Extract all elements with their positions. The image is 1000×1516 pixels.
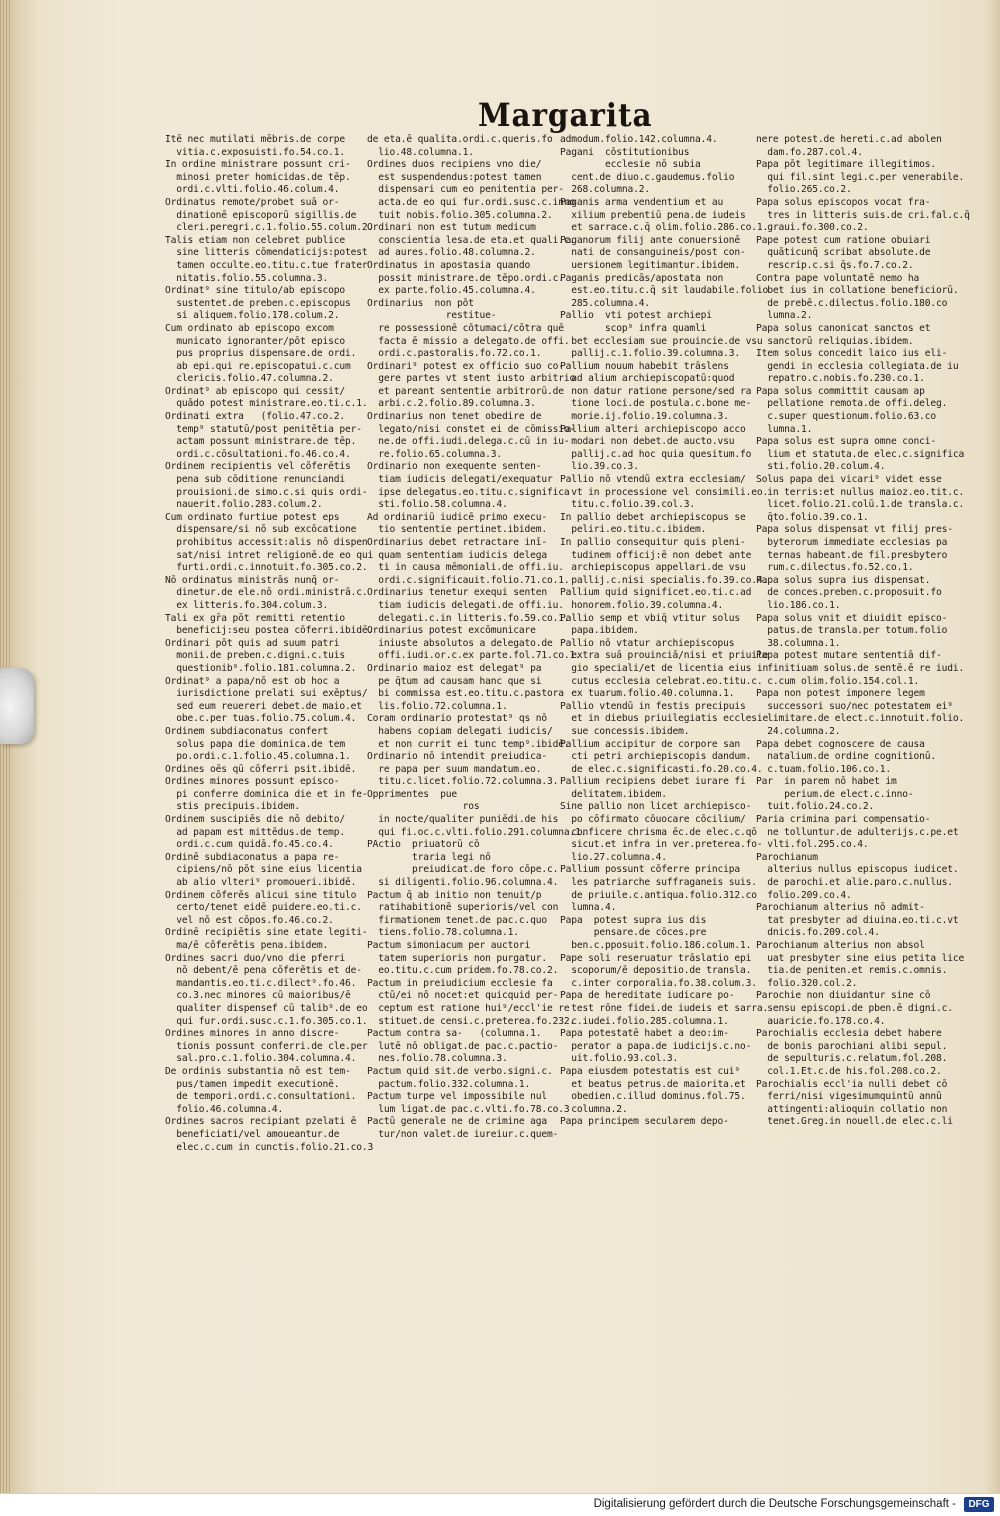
dfg-logo[interactable]: DFG (964, 1497, 994, 1512)
footer-bar (0, 1493, 1000, 1516)
text-column-1: Itē nec mutilati mēbris.de corpe vitia.c.exposuisti.fo.54.co.1. In ordine ministrare possunt cri- minosi preter homicidas.de tēp. ordi.c.vlti.folio.46.colum.4. Ordinatus remote/probet suā or- dinationē episcoporū sigillis.de cleri.peregri.c.1.folio.55.colum.2. Talis etiam non celebret publice sine litteris cōmendaticijs:potest tamen occulte.eo.titu.c.tue frater nitatis.folio.55.columna.3. Ordinat⁹ sine titulo/ab episcopo sustentet.de preben.c.episcopus si aliquem.folio.178.colum.2. Cum ordinato ab episcopo excom municato ignoranter/pōt episco pus proprius dispensare.de ordi. ab epi.qui re.episcopatui.c.cum clericis.folio.47.columna.2. Ordinat⁹ ab episcopo qui cessit/ quādo potest ministrare.eo.ti.c.1. Ordinati extra (folio.47.co.2. temp⁹ statutū/post penitētia per- actam possunt ministrare.de tēp. ordi.c.cōsultationi.fo.46.co.4. Ordinem recipientis vel cōferētis pena sub cōditione renunciandi prouisioni.de simo.c.si quis ordi- nauerit.folio.283.colum.2. Cum ordinato furtiue potest eps dispensare/si nō sub excōcatione prohibitus accessit:alis nō dispen sat/nisi intret religionē.de eo qui furti.ordi.c.innotuit.fo.305.co.2. Nō ordinatus ministrās nunq̄ or- dinetur.de ele.nō ordi.ministrā.c. ex litteris.fo.304.colum.3. Tali ex gr̄a pōt remitti retentio beneficij:seu postea cōferri.ibidē. Ordinari pōt quis ad suum patri monii.de preben.c.digni.c.tuis questionib⁹.folio.181.columna.2. Ordinat⁹ a papa/nō est ob hoc a iurisdictione prelati sui exēptus/ sed eum reuereri debet.de maio.et obe.c.per tuas.folio.75.colum.4. Ordinem subdiaconatus confert solus papa die dominica.de tem po.ordi.c.1.folio.45.columna.1. Ordines oēs qū cōferri psit.ibidē. Ordines minores possunt episco- pi conferre dominica die et in fe- stis precipuis.ibidem. Ordinem suscipiēs die nō debito/ ad papam est mittēdus.de temp. ordi.c.cum quidā.fo.45.co.4. Ordinē subdiaconatus a papa re- cipiens/nō pōt sine eius licentia ab alio vlteri⁹ promoueri.ibidē. Ordinem cōferēs alicui sine titulo certo/tenet eidē puidere.eo.ti.c. vel nō est cōpos.fo.46.co.2. Ordinē recipiētis sine etate legiti- ma/ē cōferētis pena.ibidem. Ordines sacri duo/vno die pferri nō debent/ē pena cōferētis et de- mandantis.eo.ti.c.dilect⁹.fo.46. co.3.nec minores cū maioribus/ē qualiter dispensef cū talib⁹.de eo qui fur.ordi.susc.c.1.fo.305.co.1. Ordines minores in anno discre- tionis possunt conferri.de cle.per sal.pro.c.1.folio.304.columna.4. De ordinis substantia nō est tem- pus/tamen impedit executionē. de tempori.ordi.c.consultationi. folio.46.columna.4. Ordines sacros recipiant pzelati ē beneficiati/vel amoueantur.de elec.c.cum in cunctis.folio.21.co.3 (165, 134, 374, 1153)
text-column-2: de eta.ē qualita.ordi.c.queris.fo lio.48.columna.1. Ordines duos recipiens vno die/ est suspendendus:potest tamen dispensari cum eo penitentia per- acta.de eo qui fur.ordi.susc.c.inno tuit nobis.folio.305.columna.2. Ordinari non est tutum medicum conscientia lesa.de eta.et quali.c. ad aures.folio.48.columna.2. Ordinatus in apostasia quando possit ministrare.de tēpo.ordi.c. ex parte.folio.45.columna.4. Ordinarius non pōt restitue- re possessionē cōtumaci/cōtra quē facta ē missio a delegato.de offi. ordi.c.pastoralis.fo.72.co.1. Ordinari⁹ potest ex officio suo co- gere partes vt stent iusto arbitrio et pareant sententie arbitrorū.de arbi.c.2.folio.89.columna.3. Ordinarius non tenet obedire de legato/nisi constet ei de cōmissio- ne.de offi.iudi.delega.c.cū in iu- re.folio.65.columna.3. Ordinario non exequente senten- tiam iudicis delegati/exequatur ipse delegatus.eo.titu.c.significa sti.folio.58.columna.4. Ad ordinariū iudicē primo execu- tio sententie pertinet.ibidem. Ordinarius debet retractare inī- quam sententiam iudicis delega ti in causa mēmoniali.de offi.iu. ordi.c.significauit.folio.71.co.1. Ordinarius tenetur exequi senten tiam iudicis delegati.de offi.iu. delegati.c.in litteris.fo.59.co.1. Ordinarius potest excōmunicare iniuste absolutos a delegato.de offi.iudi.or.c.ex parte.fol.71.co.1. Ordinario maioz est delegat⁹ pa pe q̄tum ad causam hanc que si bi commissa est.eo.titu.c.pastora lis.folio.72.columna.1. Coram ordinario protestat⁹ qs nō habens copiam delegati iudicis/ et non currit ei tunc temp⁹.ibidē. Ordinario nō intendit preiudica- re papa per suum mandatum.eo. titu.c.licet.folio.72.columna.3. Opprimentes pue ros in nocte/qualiter puniēdi.de his qui fi.oc.c.vlti.folio.291.columna.1. PActio priuatorū cō traria legi nō preiudicat.de foro cōpe.c. si diligenti.folio.96.columna.4. Pactum q̄ ab initio non tenuit/p ratihabitionē superioris/vel con firmationem tenet.de pac.c.quo tiens.folio.78.columna.1. Pactum simoniacum per auctori tatem superioris non purgatur. eo.titu.c.cum pridem.fo.78.co.2. Pactum in preiudicium ecclesie fa ctū/ei nō nocet:et quicquid per- ceptum est ratione hui⁹/eccl'ie re stituet.de censi.c.preterea.fo.232. Pactum contra sa- (columna.1. lutē nō obligat.de pac.c.pactio- nes.folio.78.columna.3. Pactum quid sit.de verbo.signi.c. pactum.folio.332.columna.1. Pactum turpe vel impossibile nul lum ligat.de pac.c.vlti.fo.78.co.3 Pactū generale ne de crimine aga tur/non valet.de iureiur.c.quem- (367, 134, 587, 1140)
funding-credit: Digitalisierung gefördert durch die Deutsche Forschungsgemeinschaft - (593, 1498, 956, 1510)
page-clip (0, 668, 34, 744)
page-edge-stack (0, 0, 10, 1493)
text-column-3: admodum.folio.142.columna.4. Pagani cōstitutionibus ecclesie nō subia cent.de diuo.c.gaudemus.folio 268.columna.2. Paganis arma vendentium et au xilium prebentiū pena.de iudeis et sarrace.c.q̄ olim.folio.286.co.1. Paganorum filij ante conuersionē nati de consanguineis/post con- uersionem legitimantur.ibidem. Paganis predicās/apostata non est.eo.titu.c.q̄ sit laudabile.folio 285.columna.4. Pallio vti potest archiepi scop⁹ infra quamli bet ecclesiam sue prouincie.de vsu pallij.c.1.folio.39.columna.3. Pallium nouum habebit trāslens ad alium archiepiscopatū:quod non datur ratione persone/sed ra tione loci.de postula.c.bone me- morie.ij.folio.19.columna.3. Pallium alteri archiepiscopo acco modari non debet.de aucto.vsu pallij.c.ad hoc quia quesitum.fo lio.39.co.3. Pallio nō vtendū extra ecclesiam/ vt in processione vel consimili.eo. titu.c.folio.39.col.3. In pallio debet archiepiscopus se peliri.eo.titu.c.ibidem. In pallio consequitur quis pleni- tudinem officij:ē non debet ante archiepiscopus appellari.de vsu pallij.c.nisi specialis.fo.39.co.4. Pallium quid significet.eo.ti.c.ad honorem.folio.39.columna.4. Pallio semp et vbiq̄ vtitur solus papa.ibidem. Pallio nō vtatur archiepiscopus extra suā prouinciā/nisi et priuile gio speciali/et de licentia eius in cutus ecclesia celebrat.eo.titu.c. ex tuarum.folio.40.columna.1. Pallio vtendū in festis precipuis et in diebus priuilegiatis ecclesie sue concessis.ibidem. Pallium accipitur de corpore san cti petri archiepiscopis dandum. de elec.c.significasti.fo.20.co.4. Pallium recipiens debet iurare fi delitatem.ibidem. Sine pallio non licet archiepisco- po cōfirmato cōuocare cōcilium/ conficere chrisma ēc.de elec.c.qō sicut.et infra in ver.preterea.fo- lio.27.columna.4. Pallium possunt cōferre principa les patriarche suffraganeis suis. de priuile.c.antiqua.folio.312.co lumna.4. Papa potest supra ius dis pensare.de cōces.pre ben.c.pposuit.folio.186.colum.1. Pape soli reseruatur trāslatio epi scoporum/ē depositio.de transla. c.inter corporalia.fo.38.colum.3. Papa de hereditate iudicare po- test rōne fidei.de iudeis et sarra. c.iudei.folio.285.columna.1. Papa potestatē habet a deo:im- perator a papa.de iudicijs.c.no- uit.folio.93.col.3. Papa eiusdem potestatis est cui⁹ et beatus petrus.de maiorita.et obedien.c.illud dominus.fol.75. columna.2. Papa principem secularem depo- (560, 134, 769, 1128)
running-head: Margarita (478, 96, 653, 134)
text-column-4: nere potest.de hereti.c.ad abolen dam.fo.287.col.4. Papa pōt legitimare illegitimos. qui fil.sint legi.c.per venerabile. folio.265.co.2. Papa solus episcopos vocat fra- tres in litteris suis.de cri.fal.c.q̄ graui.fo.300.co.2. Pape potest cum ratione obuiari quāticunq̄ scribat absolute.de rescrip.c.si q̄s.fo.7.co.2. Contra pape voluntatē nemo ha bet ius in collatione beneficiorū. de prebē.c.dilectus.folio.180.co lumna.2. Papa solus canonicat sanctos et sanctorū reliquias.ibidem. Item solus concedit laico ius eli- gendi in ecclesia collegiata.de iu repatro.c.nobis.fo.230.co.1. Papa solus committit causam ap pellatione remota.de offi.deleg. c.super questionum.folio.63.co lumna.1. Papa solus est supra omne conci- lium et statuta.de elec.c.significa sti.folio.20.colum.4. Solus papa dei vicari⁹ videt esse in terris:et nullus maioz.eo.tit.c. licet.folio.21.colū.1.de transla.c. q̄to.folio.39.co.1. Papa solus dispensat vt filij pres- byterorum immediate ecclesias pa ternas habeant.de fil.presbytero rum.c.dilectus.fo.52.co.1. Papa solus supra ius dispensat. de conces.preben.c.proposuit.fo lio.186.co.1. Papa solus vnit et diuidit episco- patus.de transla.per totum.folio 38.columna.1. Papa potest mutare sententiā dif- finitiuam solus.de sentē.ē re iudi. c.cum olim.folio.154.col.1. Papa non potest imponere legem successori suo/nec potestatem ei⁹ limitare.de elect.c.innotuit.folio. 24.columna.2. Papa debet cognoscere de causa natalium.de ordine cognitionū. c.tuam.folio.106.co.1. Par in parem nō habet im perium.de elect.c.inno- tuit.folio.24.co.2. Paria crimina pari compensatio- ne tolluntur.de adulterijs.c.pe.et vlti.fol.295.co.4. Parochianum alterius nullus episcopus iudicet. de parochi.et alie.paro.c.nullus. folio.209.co.4. Parochianum alterius nō admit- tat presbyter ad diuina.eo.ti.c.vt dnicis.fo.209.col.4. Parochianum alterius non absol uat presbyter sine eius petita lice tia.de peniten.et remis.c.omnis. folio.320.col.2. Parochie non diuidantur sine cō sensu episcopi.de pben.ē digni.c. auaricie.fo.178.co.4. Parochialis ecclesia debet habere de bonis parochiani alibi sepul. de sepulturis.c.relatum.fol.208. col.1.Et.c.de his.fol.208.co.2. Parochialis eccl'ia nulli debet cō ferri/nisi vigesimumquintū annū attingenti:alioquin collatio non tenet.Greg.in nouell.de elec.c.li (756, 134, 970, 1128)
